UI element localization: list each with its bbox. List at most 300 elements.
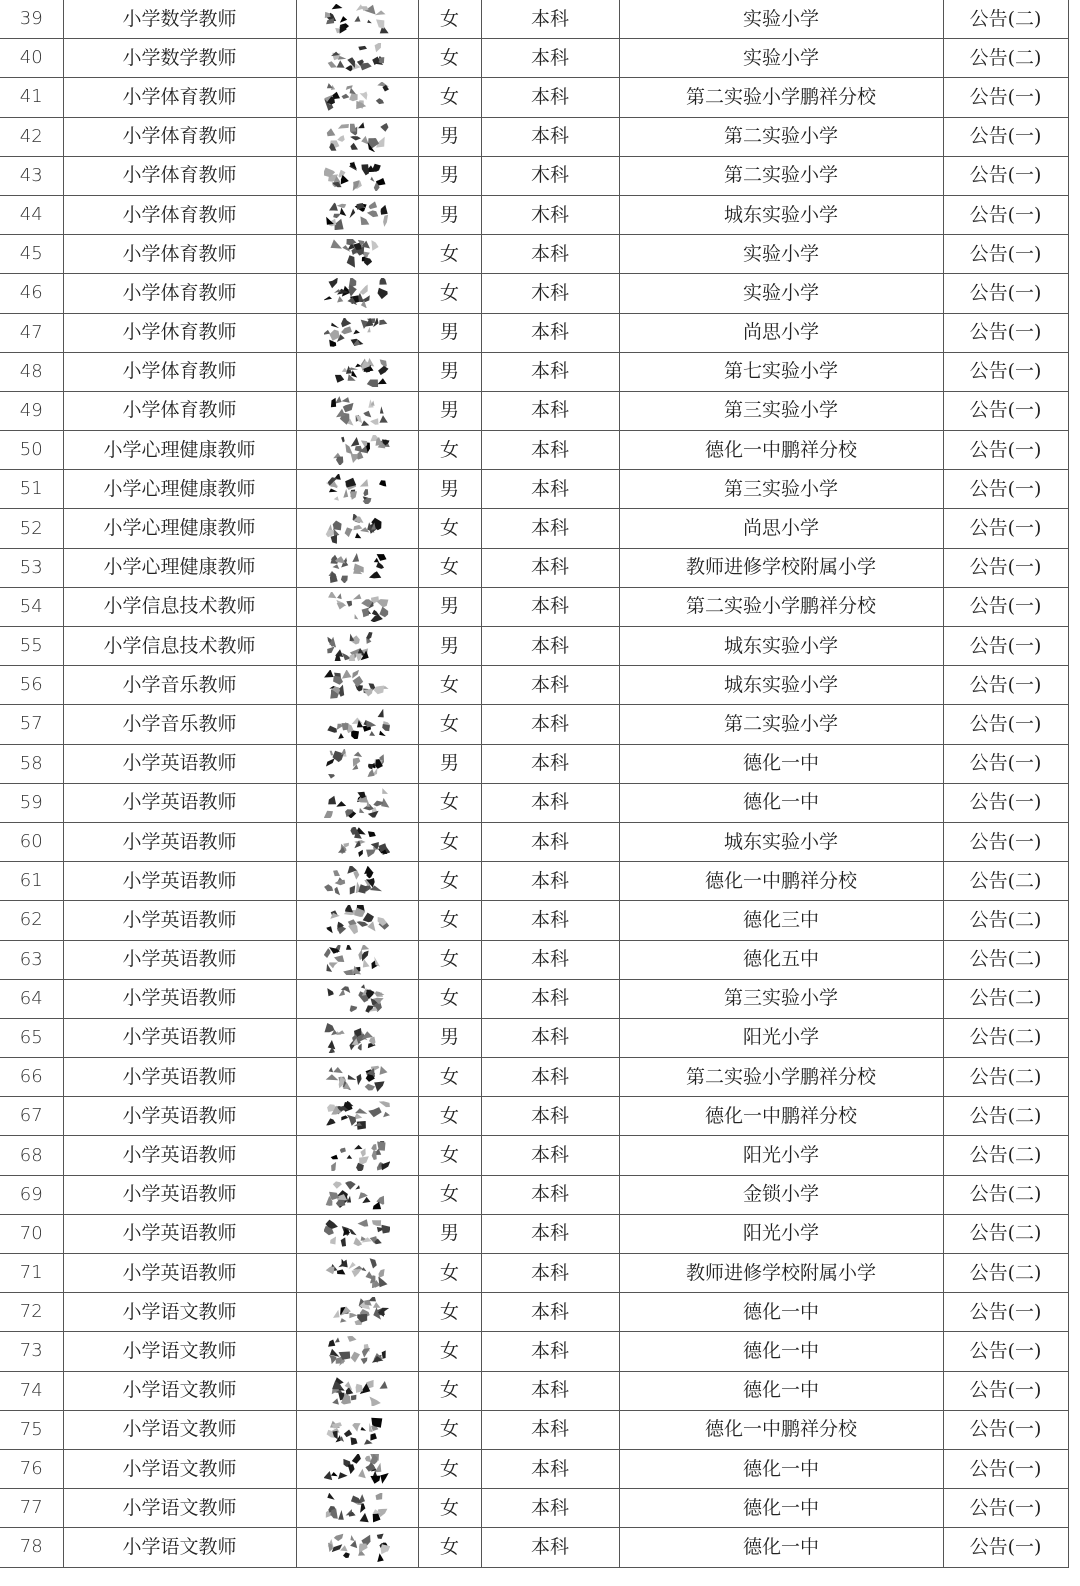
education-cell: 本科 [481, 1410, 619, 1449]
notice-cell: 公告(一) [943, 117, 1068, 156]
school-cell: 德化一中 [619, 1528, 943, 1567]
row-number-cell: 52 [0, 509, 63, 548]
gender-cell: 男 [418, 352, 481, 391]
redaction-mosaic [324, 1062, 390, 1092]
row-number-cell: 63 [0, 940, 63, 979]
gender-cell: 男 [418, 587, 481, 626]
table-row [0, 1449, 1068, 1488]
gender-cell: 女 [418, 1371, 481, 1410]
row-number-cell: 75 [0, 1410, 63, 1449]
notice-cell: 公告(一) [943, 313, 1068, 352]
row-number-cell: 69 [0, 1175, 63, 1214]
row-number-cell: 51 [0, 470, 63, 509]
school-cell: 德化一中鹏祥分校 [619, 1097, 943, 1136]
redaction-mosaic [324, 631, 390, 661]
notice-cell: 公告(一) [943, 1449, 1068, 1488]
education-cell: 本科 [481, 1097, 619, 1136]
position-cell: 小学体育教师 [63, 352, 296, 391]
gender-cell: 女 [418, 1175, 481, 1214]
name-cell-redacted [296, 1293, 418, 1332]
position-cell: 小学语文教师 [63, 1371, 296, 1410]
gender-cell: 男 [418, 744, 481, 783]
notice-cell: 公告(一) [943, 391, 1068, 430]
table-row [0, 1371, 1068, 1410]
redaction-mosaic [324, 474, 390, 504]
school-cell: 城东实验小学 [619, 666, 943, 705]
name-cell-redacted [296, 1018, 418, 1057]
position-cell: 小学语文教师 [63, 1528, 296, 1567]
school-cell: 德化一中 [619, 1332, 943, 1371]
gender-cell: 女 [418, 78, 481, 117]
row-number-cell: 49 [0, 391, 63, 430]
education-cell: 本科 [481, 1449, 619, 1488]
redaction-mosaic [324, 866, 390, 896]
name-cell-redacted [296, 979, 418, 1018]
school-cell: 第二实验小学鹏祥分校 [619, 1058, 943, 1097]
education-cell: 本科 [481, 548, 619, 587]
position-cell: 小学体育教师 [63, 274, 296, 313]
school-cell: 第三实验小学 [619, 391, 943, 430]
notice-cell: 公告(一) [943, 666, 1068, 705]
gender-cell: 女 [418, 431, 481, 470]
name-cell-redacted [296, 78, 418, 117]
notice-cell: 公告(一) [943, 1371, 1068, 1410]
notice-cell: 公告(二) [943, 1058, 1068, 1097]
name-cell-redacted [296, 1097, 418, 1136]
school-cell: 第二实验小学 [619, 705, 943, 744]
gender-cell: 女 [418, 783, 481, 822]
notice-cell: 公告(一) [943, 822, 1068, 861]
education-cell: 本科 [481, 862, 619, 901]
notice-cell: 公告(二) [943, 0, 1068, 39]
name-cell-redacted [296, 470, 418, 509]
table-row [0, 1018, 1068, 1057]
position-cell: 小学英语教师 [63, 1018, 296, 1057]
name-cell-redacted [296, 1528, 418, 1567]
redaction-mosaic [324, 357, 390, 387]
redaction-mosaic [324, 435, 390, 465]
position-cell: 小学英语教师 [63, 1136, 296, 1175]
education-cell: 本科 [481, 235, 619, 274]
education-cell: 本科 [481, 39, 619, 78]
school-cell: 实验小学 [619, 274, 943, 313]
redaction-mosaic [324, 788, 390, 818]
redaction-mosaic [324, 945, 390, 975]
notice-cell: 公告(一) [943, 509, 1068, 548]
row-number-cell: 72 [0, 1293, 63, 1332]
name-cell-redacted [296, 1058, 418, 1097]
redaction-mosaic [324, 318, 390, 348]
row-number-cell: 50 [0, 431, 63, 470]
notice-cell: 公告(二) [943, 39, 1068, 78]
redaction-mosaic [324, 1023, 390, 1053]
table-row [0, 1254, 1068, 1293]
name-cell-redacted [296, 705, 418, 744]
education-cell: 本科 [481, 1214, 619, 1253]
notice-cell: 公告(一) [943, 235, 1068, 274]
gender-cell: 女 [418, 509, 481, 548]
gender-cell: 女 [418, 901, 481, 940]
gender-cell: 女 [418, 39, 481, 78]
redaction-mosaic [324, 4, 390, 34]
name-cell-redacted [296, 235, 418, 274]
redaction-mosaic [324, 749, 390, 779]
notice-cell: 公告(一) [943, 1410, 1068, 1449]
notice-cell: 公告(一) [943, 1489, 1068, 1528]
row-number-cell: 77 [0, 1489, 63, 1528]
redaction-mosaic [324, 1454, 390, 1484]
table-row [0, 509, 1068, 548]
name-cell-redacted [296, 1489, 418, 1528]
redaction-mosaic [324, 278, 390, 308]
school-cell: 第二实验小学鹏祥分校 [619, 587, 943, 626]
row-number-cell: 76 [0, 1449, 63, 1488]
school-cell: 实验小学 [619, 235, 943, 274]
redaction-mosaic [324, 161, 390, 191]
redaction-mosaic [324, 592, 390, 622]
gender-cell: 女 [418, 1254, 481, 1293]
education-cell: 本科 [481, 1136, 619, 1175]
table-row [0, 1175, 1068, 1214]
row-number-cell: 70 [0, 1214, 63, 1253]
name-cell-redacted [296, 0, 418, 39]
row-number-cell: 53 [0, 548, 63, 587]
name-cell-redacted [296, 940, 418, 979]
redaction-mosaic [324, 514, 390, 544]
notice-cell: 公告(二) [943, 1136, 1068, 1175]
name-cell-redacted [296, 1449, 418, 1488]
table-row [0, 1214, 1068, 1253]
gender-cell: 男 [418, 1214, 481, 1253]
position-cell: 小学英语教师 [63, 979, 296, 1018]
name-cell-redacted [296, 1214, 418, 1253]
name-cell-redacted [296, 901, 418, 940]
table-row [0, 1058, 1068, 1097]
position-cell: 小学音乐教师 [63, 666, 296, 705]
gender-cell: 男 [418, 470, 481, 509]
gender-cell: 男 [418, 391, 481, 430]
position-cell: 小学数学教师 [63, 39, 296, 78]
education-cell: 本科 [481, 1018, 619, 1057]
gender-cell: 女 [418, 274, 481, 313]
education-cell: 本科 [481, 627, 619, 666]
name-cell-redacted [296, 391, 418, 430]
gender-cell: 女 [418, 705, 481, 744]
name-cell-redacted [296, 744, 418, 783]
table-row [0, 431, 1068, 470]
education-cell: 本科 [481, 470, 619, 509]
position-cell: 小学音乐教师 [63, 705, 296, 744]
redaction-mosaic [324, 553, 390, 583]
position-cell: 小学数学教师 [63, 0, 296, 39]
gender-cell: 女 [418, 1528, 481, 1567]
position-cell: 小学英语教师 [63, 1254, 296, 1293]
school-cell: 第三实验小学 [619, 470, 943, 509]
name-cell-redacted [296, 431, 418, 470]
notice-cell: 公告(一) [943, 195, 1068, 234]
education-cell: 本科 [481, 979, 619, 1018]
position-cell: 小学心理健康教师 [63, 509, 296, 548]
table-row [0, 862, 1068, 901]
notice-cell: 公告(一) [943, 352, 1068, 391]
notice-cell: 公告(一) [943, 156, 1068, 195]
school-cell: 阳光小学 [619, 1214, 943, 1253]
redaction-mosaic [324, 1493, 390, 1523]
row-number-cell: 73 [0, 1332, 63, 1371]
row-number-cell: 71 [0, 1254, 63, 1293]
redaction-mosaic [324, 1376, 390, 1406]
school-cell: 阳光小学 [619, 1136, 943, 1175]
gender-cell: 女 [418, 1332, 481, 1371]
education-cell: 本科 [481, 1254, 619, 1293]
redaction-mosaic [324, 905, 390, 935]
gender-cell: 男 [418, 627, 481, 666]
notice-cell: 公告(二) [943, 1097, 1068, 1136]
notice-cell: 公告(二) [943, 901, 1068, 940]
education-cell: 本科 [481, 431, 619, 470]
education-cell: 本科 [481, 117, 619, 156]
notice-cell: 公告(一) [943, 274, 1068, 313]
position-cell: 小学体育教师 [63, 195, 296, 234]
row-number-cell: 78 [0, 1528, 63, 1567]
row-number-cell: 61 [0, 862, 63, 901]
school-cell: 金锁小学 [619, 1175, 943, 1214]
table-row [0, 627, 1068, 666]
school-cell: 城东实验小学 [619, 195, 943, 234]
education-cell: 本科 [481, 509, 619, 548]
school-cell: 德化三中 [619, 901, 943, 940]
row-number-cell: 42 [0, 117, 63, 156]
redaction-mosaic [324, 1258, 390, 1288]
position-cell: 小学英语教师 [63, 822, 296, 861]
position-cell: 小学体育教师 [63, 78, 296, 117]
gender-cell: 女 [418, 1293, 481, 1332]
school-cell: 德化一中鹏祥分校 [619, 1410, 943, 1449]
name-cell-redacted [296, 1136, 418, 1175]
redaction-mosaic [324, 1297, 390, 1327]
school-cell: 德化一中 [619, 1449, 943, 1488]
row-number-cell: 65 [0, 1018, 63, 1057]
education-cell: 本科 [481, 587, 619, 626]
school-cell: 教师进修学校附属小学 [619, 548, 943, 587]
table-row [0, 78, 1068, 117]
table-row [0, 940, 1068, 979]
gender-cell: 女 [418, 940, 481, 979]
gender-cell: 男 [418, 1018, 481, 1057]
position-cell: 小学英语教师 [63, 1058, 296, 1097]
notice-cell: 公告(一) [943, 1528, 1068, 1567]
gender-cell: 男 [418, 195, 481, 234]
education-cell: 本科 [481, 1371, 619, 1410]
school-cell: 第七实验小学 [619, 352, 943, 391]
table-row [0, 705, 1068, 744]
row-number-cell: 39 [0, 0, 63, 39]
notice-cell: 公告(一) [943, 783, 1068, 822]
notice-cell: 公告(二) [943, 862, 1068, 901]
school-cell: 德化一中鹏祥分校 [619, 431, 943, 470]
name-cell-redacted [296, 156, 418, 195]
gender-cell: 女 [418, 1097, 481, 1136]
name-cell-redacted [296, 548, 418, 587]
school-cell: 德化一中 [619, 1371, 943, 1410]
notice-cell: 公告(二) [943, 1175, 1068, 1214]
row-number-cell: 54 [0, 587, 63, 626]
position-cell: 小学心理健康教师 [63, 548, 296, 587]
school-cell: 城东实验小学 [619, 627, 943, 666]
school-cell: 第二实验小学 [619, 117, 943, 156]
position-cell: 小学语文教师 [63, 1489, 296, 1528]
table-row [0, 156, 1068, 195]
redaction-mosaic [324, 1101, 390, 1131]
redaction-mosaic [324, 122, 390, 152]
gender-cell: 男 [418, 313, 481, 352]
redaction-mosaic [324, 1415, 390, 1445]
notice-cell: 公告(一) [943, 744, 1068, 783]
name-cell-redacted [296, 1254, 418, 1293]
school-cell: 德化一中 [619, 1489, 943, 1528]
notice-cell: 公告(二) [943, 1254, 1068, 1293]
row-number-cell: 67 [0, 1097, 63, 1136]
name-cell-redacted [296, 117, 418, 156]
notice-cell: 公告(一) [943, 1332, 1068, 1371]
education-cell: 本科 [481, 1058, 619, 1097]
education-cell: 本科 [481, 0, 619, 39]
row-number-cell: 45 [0, 235, 63, 274]
table-row [0, 1528, 1068, 1567]
education-cell: 本科 [481, 744, 619, 783]
redaction-mosaic [324, 43, 390, 73]
education-cell: 本科 [481, 78, 619, 117]
table-row [0, 313, 1068, 352]
notice-cell: 公告(一) [943, 705, 1068, 744]
row-number-cell: 55 [0, 627, 63, 666]
name-cell-redacted [296, 783, 418, 822]
gender-cell: 女 [418, 666, 481, 705]
position-cell: 小学英语教师 [63, 783, 296, 822]
table-row [0, 1136, 1068, 1175]
name-cell-redacted [296, 1175, 418, 1214]
gender-cell: 女 [418, 979, 481, 1018]
table-row [0, 274, 1068, 313]
redaction-mosaic [324, 239, 390, 269]
gender-cell: 女 [418, 862, 481, 901]
education-cell: 本科 [481, 1528, 619, 1567]
notice-cell: 公告(一) [943, 78, 1068, 117]
table-row [0, 1332, 1068, 1371]
education-cell: 木科 [481, 274, 619, 313]
name-cell-redacted [296, 1410, 418, 1449]
notice-cell: 公告(一) [943, 587, 1068, 626]
name-cell-redacted [296, 352, 418, 391]
position-cell: 小学英语教师 [63, 862, 296, 901]
education-cell: 本科 [481, 901, 619, 940]
row-number-cell: 74 [0, 1371, 63, 1410]
name-cell-redacted [296, 1332, 418, 1371]
gender-cell: 女 [418, 548, 481, 587]
school-cell: 实验小学 [619, 39, 943, 78]
position-cell: 小学体育教师 [63, 156, 296, 195]
position-cell: 小学心理健康教师 [63, 431, 296, 470]
position-cell: 小学体育教师 [63, 117, 296, 156]
row-number-cell: 68 [0, 1136, 63, 1175]
redaction-mosaic [324, 82, 390, 112]
gender-cell: 女 [418, 235, 481, 274]
table-row [0, 391, 1068, 430]
redaction-mosaic [324, 1219, 390, 1249]
name-cell-redacted [296, 822, 418, 861]
school-cell: 实验小学 [619, 0, 943, 39]
table-row [0, 744, 1068, 783]
gender-cell: 女 [418, 1449, 481, 1488]
gender-cell: 女 [418, 1136, 481, 1175]
school-cell: 城东实验小学 [619, 822, 943, 861]
school-cell: 尚思小学 [619, 313, 943, 352]
table-row [0, 1293, 1068, 1332]
row-number-cell: 56 [0, 666, 63, 705]
row-number-cell: 46 [0, 274, 63, 313]
education-cell: 本科 [481, 1175, 619, 1214]
name-cell-redacted [296, 39, 418, 78]
school-cell: 尚思小学 [619, 509, 943, 548]
gender-cell: 女 [418, 0, 481, 39]
position-cell: 小学心理健康教师 [63, 470, 296, 509]
school-cell: 德化一中 [619, 744, 943, 783]
redaction-mosaic [324, 1141, 390, 1171]
position-cell: 小学英语教师 [63, 1214, 296, 1253]
name-cell-redacted [296, 587, 418, 626]
school-cell: 德化五中 [619, 940, 943, 979]
notice-cell: 公告(一) [943, 548, 1068, 587]
redaction-mosaic [324, 1180, 390, 1210]
row-number-cell: 47 [0, 313, 63, 352]
gender-cell: 男 [418, 117, 481, 156]
education-cell: 本科 [481, 940, 619, 979]
notice-cell: 公告(一) [943, 470, 1068, 509]
school-cell: 第二实验小学 [619, 156, 943, 195]
education-cell: 本科 [481, 1293, 619, 1332]
redaction-mosaic [324, 709, 390, 739]
table-row [0, 235, 1068, 274]
table-row [0, 901, 1068, 940]
school-cell: 第三实验小学 [619, 979, 943, 1018]
education-cell: 本科 [481, 783, 619, 822]
notice-cell: 公告(二) [943, 979, 1068, 1018]
name-cell-redacted [296, 274, 418, 313]
table-row [0, 548, 1068, 587]
redaction-mosaic [324, 1532, 390, 1562]
education-cell: 本科 [481, 1332, 619, 1371]
redaction-mosaic [324, 396, 390, 426]
school-cell: 德化一中 [619, 783, 943, 822]
name-cell-redacted [296, 666, 418, 705]
notice-cell: 公告(二) [943, 940, 1068, 979]
position-cell: 小学英语教师 [63, 940, 296, 979]
row-number-cell: 43 [0, 156, 63, 195]
row-number-cell: 58 [0, 744, 63, 783]
education-cell: 本科 [481, 313, 619, 352]
redaction-mosaic [324, 1336, 390, 1366]
education-cell: 本科 [481, 666, 619, 705]
table-row [0, 470, 1068, 509]
education-cell: 本科 [481, 1489, 619, 1528]
school-cell: 第二实验小学鹏祥分校 [619, 78, 943, 117]
gender-cell: 男 [418, 156, 481, 195]
school-cell: 德化一中 [619, 1293, 943, 1332]
position-cell: 小学语文教师 [63, 1293, 296, 1332]
row-number-cell: 48 [0, 352, 63, 391]
table-row [0, 117, 1068, 156]
position-cell: 小学语文教师 [63, 1449, 296, 1488]
